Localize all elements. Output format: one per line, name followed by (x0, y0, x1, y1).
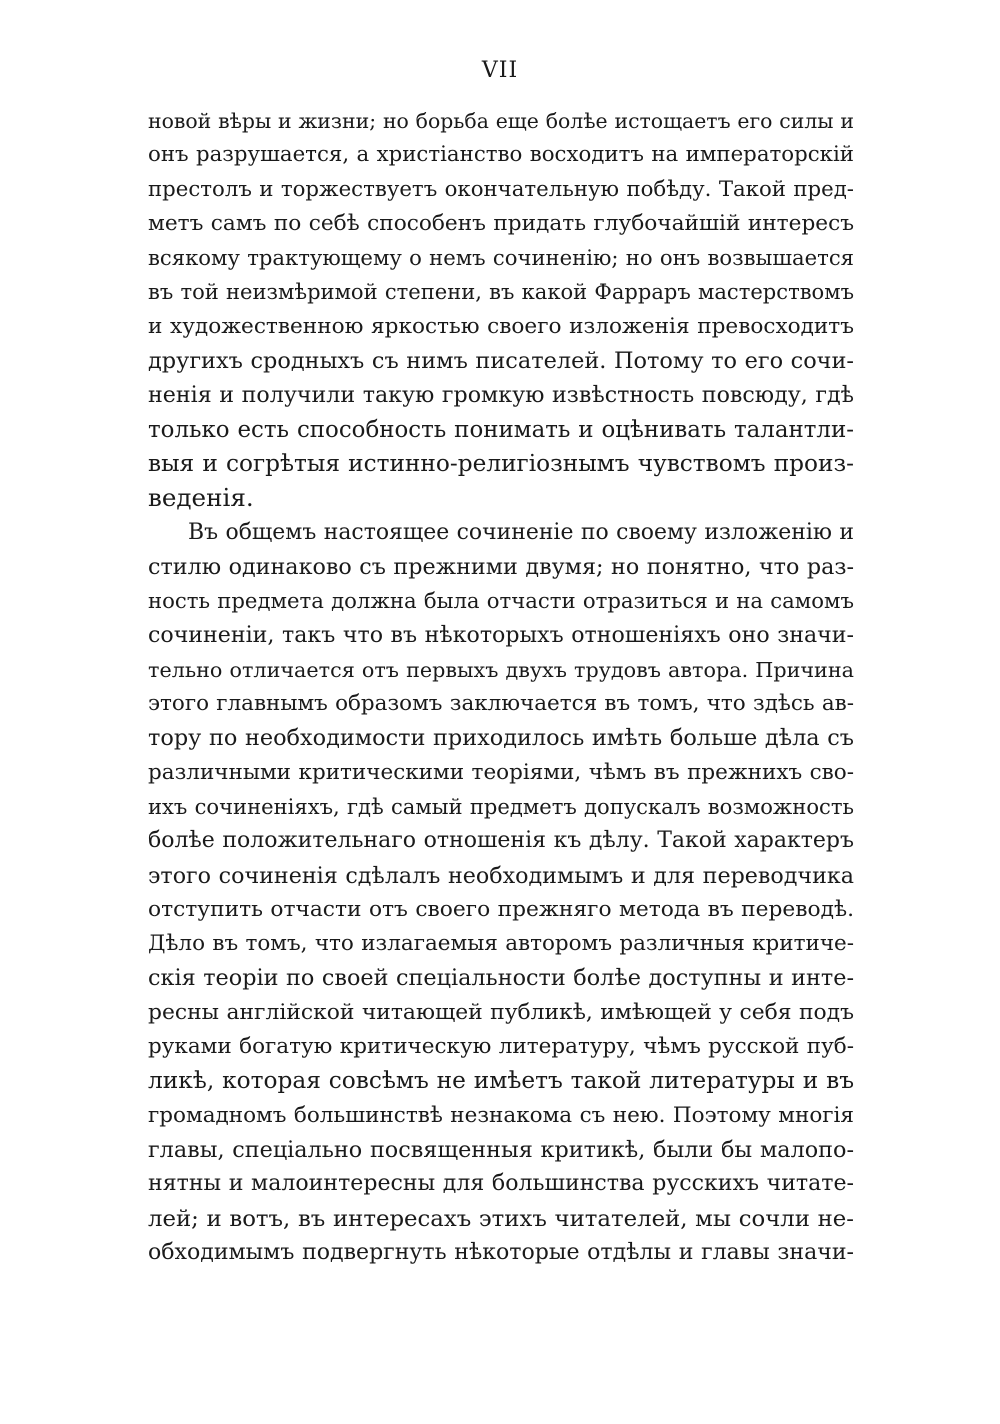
text-line: обходимымъ подвергнуть нѣкоторые отдѣлы и главы значи- (148, 1239, 854, 1265)
text-line: престолъ и торжествуетъ окончательную побѣду. Такой пред- (148, 176, 854, 202)
paragraph-1 (148, 104, 854, 516)
text-line: тору по необходимости приходилось имѣть больше дѣла съ (148, 725, 854, 752)
text-line: отступить отчасти отъ своего прежняго метода въ переводѣ. (148, 896, 854, 922)
text-body (148, 104, 854, 1270)
text-line: веденія. (148, 483, 254, 513)
text-line: ресны англійской читающей публикѣ, имѣющей у себя подъ (148, 999, 854, 1025)
text-line: метъ самъ по себѣ способенъ придать глубочайшій интересъ (148, 210, 854, 236)
text-line: стилю одинаково съ прежними двумя; но понятно, что раз- (148, 553, 854, 580)
text-line: лей; и вотъ, въ интересахъ этихъ читателей, мы сочли не- (148, 1205, 854, 1232)
text-line: различными критическими теоріями, чѣмъ въ прежнихъ сво- (148, 759, 854, 785)
text-line: болѣе положительнаго отношенія къ дѣлу. Такой характеръ (148, 828, 854, 854)
text-line: ликѣ, которая совсѣмъ не имѣетъ такой литературы и въ (148, 1067, 854, 1095)
text-line: Въ общемъ настоящее сочиненіе по своему изложенію и (188, 519, 854, 545)
text-line: этого сочиненія сдѣлалъ необходимымъ и для переводчика (148, 862, 854, 889)
text-line: Дѣло въ томъ, что излагаемыя авторомъ различныя критиче- (148, 931, 854, 957)
text-line: тельно отличается отъ первыхъ двухъ трудовъ автора. Причина (148, 657, 854, 682)
text-line: ихъ сочиненіяхъ, гдѣ самый предметъ допускалъ возможность (148, 793, 854, 819)
text-line: этого главнымъ образомъ заключается въ томъ, что здѣсь ав- (148, 691, 854, 717)
text-line: руками богатую критическую литературу, чѣмъ русской пуб- (148, 1034, 854, 1060)
text-line: только есть способность понимать и оцѣнивать талантли- (148, 416, 854, 443)
text-line: главы, спеціально посвященныя критикѣ, были бы малопо- (148, 1136, 854, 1163)
text-line: и художественною яркостью своего изложенія превосходитъ (148, 313, 854, 339)
text-line: въ той неизмѣримой степени, въ какой Фарраръ мастерствомъ (148, 279, 854, 305)
text-line: сочиненіи, такъ что въ нѣкоторыхъ отношеніяхъ оно значи- (148, 622, 854, 649)
paragraph-2 (148, 516, 854, 1271)
text-line: онъ разрушается, а христіанство восходитъ на императорскій (148, 142, 854, 168)
text-line: ненія и получили такую громкую извѣстность повсюду, гдѣ (148, 382, 854, 409)
text-line: громадномъ большинствѣ незнакома съ нею. Поэтому многія (148, 1102, 854, 1128)
text-line: выя и согрѣтыя истинно-религіознымъ чувствомъ произ- (148, 449, 854, 477)
text-line: всякому трактующему о немъ сочиненію; но онъ возвышается (148, 245, 854, 271)
text-line: ность предмета должна была отчасти отразиться и на самомъ (148, 588, 854, 614)
text-line: новой вѣры и жизни; но борьба еще болѣе истощаетъ его силы и (148, 109, 854, 133)
text-line: скія теоріи по своей спеціальности болѣе доступны и инте- (148, 965, 854, 992)
page-number: VII (481, 58, 519, 83)
text-line: нятны и малоинтересны для большинства русскихъ читате- (148, 1171, 854, 1197)
text-line: другихъ сродныхъ съ нимъ писателей. Потому то его сочи- (148, 348, 854, 375)
